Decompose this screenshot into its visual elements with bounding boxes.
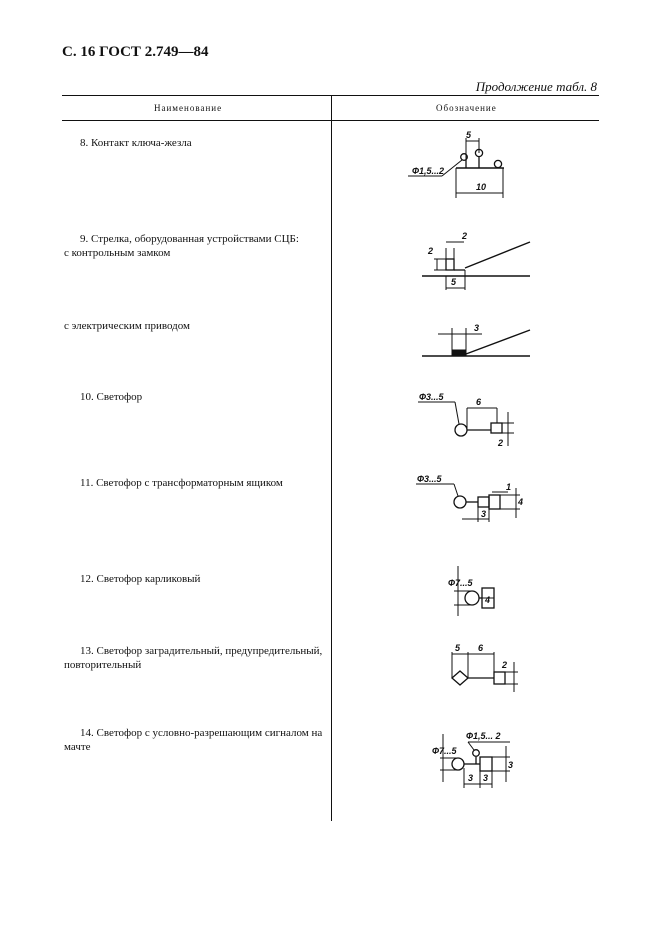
row-9-sub: с контрольным замком: [64, 247, 171, 259]
signal-with-transformer-box-symbol: [412, 470, 532, 534]
row-electric-drive-name: с электрическим приводом: [64, 320, 190, 332]
signal-symbol: [414, 390, 524, 456]
switch-control-lock-symbol: [420, 228, 540, 298]
dim-12-4: 4: [485, 595, 491, 605]
column-header-name: Наименование: [154, 103, 223, 113]
row-14-name: 14. Светофор с условно-разрешающим сигналом на мачте: [64, 727, 323, 753]
row-8-name: 8. Контакт ключа-жезла: [80, 137, 192, 149]
dim-10-diam: Ф3...5: [419, 392, 444, 402]
dim-13-5: 5: [455, 643, 461, 653]
barrier-signal-symbol: [444, 640, 534, 696]
dim-8-diam: Ф1,5...2: [412, 166, 445, 176]
dim-drive-3: 3: [474, 323, 480, 333]
dwarf-signal-symbol: [424, 556, 514, 626]
column-header-symbol: Обозначение: [436, 103, 497, 113]
row-11-name: 11. Светофор с трансформаторным ящиком: [80, 477, 283, 489]
dim-14-diam: Ф7...5: [432, 746, 457, 756]
conditional-permissive-signal-symbol: [418, 724, 528, 794]
table-continuation-label: Продолжение табл. 8: [475, 79, 597, 94]
dim-11-4: 4: [518, 497, 524, 507]
dim-11-diam: Ф3...5: [417, 474, 442, 484]
dim-9-b: 2: [462, 231, 468, 241]
dim-12-diam: Ф7...5: [448, 578, 473, 588]
dim-8-5: 5: [466, 130, 472, 140]
switch-electric-drive-symbol: [420, 316, 540, 366]
dim-14-small-diam: Ф1,5... 2: [466, 731, 501, 741]
table-column-divider: [331, 95, 332, 821]
dim-10-2: 2: [498, 438, 504, 448]
dim-8-10: 10: [476, 182, 487, 192]
row-9-name: 9. Стрелка, оборудованная устройствами СЦБ:: [80, 233, 299, 245]
row-13-name: 13. Светофор заградительный, предупредительный, повторительный: [64, 645, 323, 671]
dim-14-3a: 3: [468, 773, 474, 783]
dim-9-c: 5: [451, 277, 457, 287]
dim-13-2: 2: [502, 660, 508, 670]
dim-14-3b: 3: [483, 773, 489, 783]
key-staff-contact-symbol: [400, 128, 520, 208]
dim-14-3c: 3: [508, 760, 514, 770]
dim-11-1: 1: [506, 482, 512, 492]
dim-9-a: 2: [428, 246, 434, 256]
dim-13-6: 6: [478, 643, 484, 653]
row-12-name: 12. Светофор карликовый: [80, 573, 201, 585]
dim-11-3: 3: [481, 509, 487, 519]
page-title: С. 16 ГОСТ 2.749—84: [62, 44, 209, 60]
dim-10-6: 6: [476, 397, 482, 407]
row-10-name: 10. Светофор: [80, 391, 143, 403]
